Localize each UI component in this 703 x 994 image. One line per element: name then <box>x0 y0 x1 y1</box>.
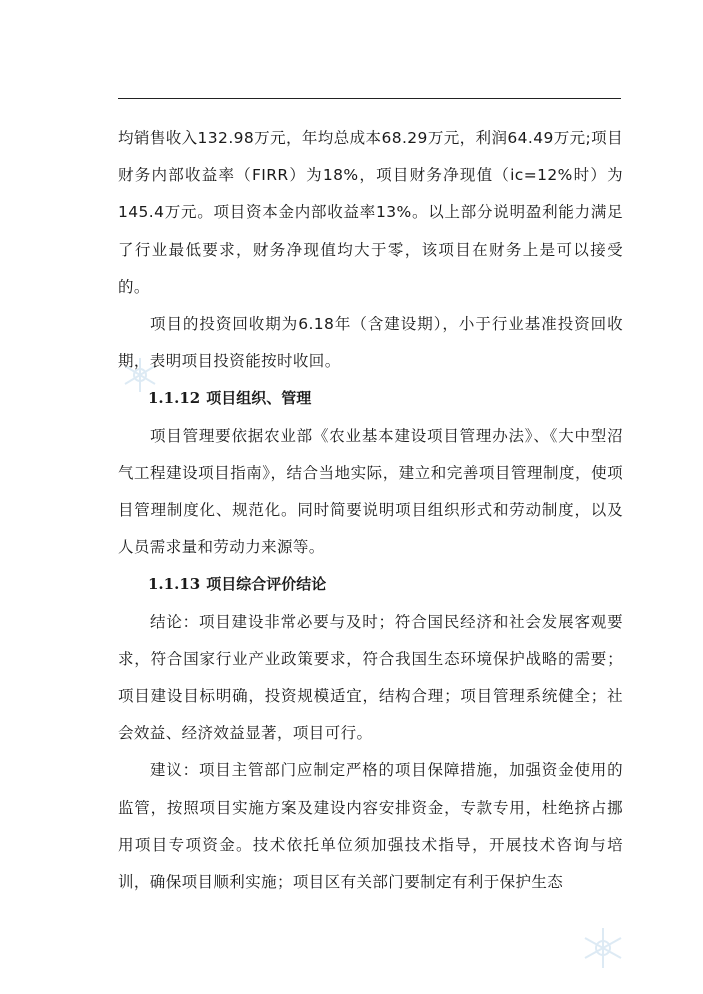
watermark-snowflake-icon <box>580 925 626 971</box>
header-rule <box>118 98 621 99</box>
section-heading-evaluation-conclusion <box>118 566 623 603</box>
paragraph-suggestions: 建议：项目主管部门应制定严格的项目保障措施，加强资金使用的监管，按照项目实施方案及建设内容安排资金，专款专用，杜绝挤占挪用项目专项资金。技术依托单位须加强技术指导，开展技术咨询与培训，确保项目顺利实施；项目区有关部门要制定有利于保护生态 <box>118 761 623 892</box>
section-number: 1.1.13 <box>148 575 201 594</box>
paragraph-conclusion: 结论：项目建设非常必要与及时；符合国民经济和社会发展客观要求，符合国家行业产业政策要求，符合我国生态环境保护战略的需要；项目建设目标明确，投资规模适宜，结构合理；项目管理系统健全；社会效益、经济效益显著，项目可行。 <box>118 612 623 743</box>
document-body <box>118 120 623 901</box>
section-number: 1.1.12 <box>148 389 201 408</box>
paragraph-project-management: 项目管理要依据农业部《农业基本建设项目管理办法》、《大中型沼气工程建设项目指南》，结合当地实际，建立和完善项目管理制度，使项目管理制度化、规范化。同时简要说明项目组织形式和劳动制度，以及人员需求量和劳动力来源等。 <box>118 426 623 557</box>
paragraph-financial-indicators: 均销售收入132.98万元，年均总成本68.29万元，利润64.49万元;项目财务内部收益率（FIRR）为18%，项目财务净现值（ic=12%时）为145.4万元。项目资本金内部收益率13%。以上部分说明盈利能力满足了行业最低要求，财务净现值均大于零，该项目在财务上是可以接受的。 <box>118 129 623 296</box>
paragraph-payback-period: 项目的投资回收期为6.18年（含建设期），小于行业基准投资回收期，表明项目投资能按时收回。 <box>118 315 623 371</box>
section-heading-project-organization <box>118 380 623 417</box>
section-title: 项目综合评价结论 <box>206 575 327 594</box>
section-title: 项目组织、管理 <box>206 389 312 408</box>
